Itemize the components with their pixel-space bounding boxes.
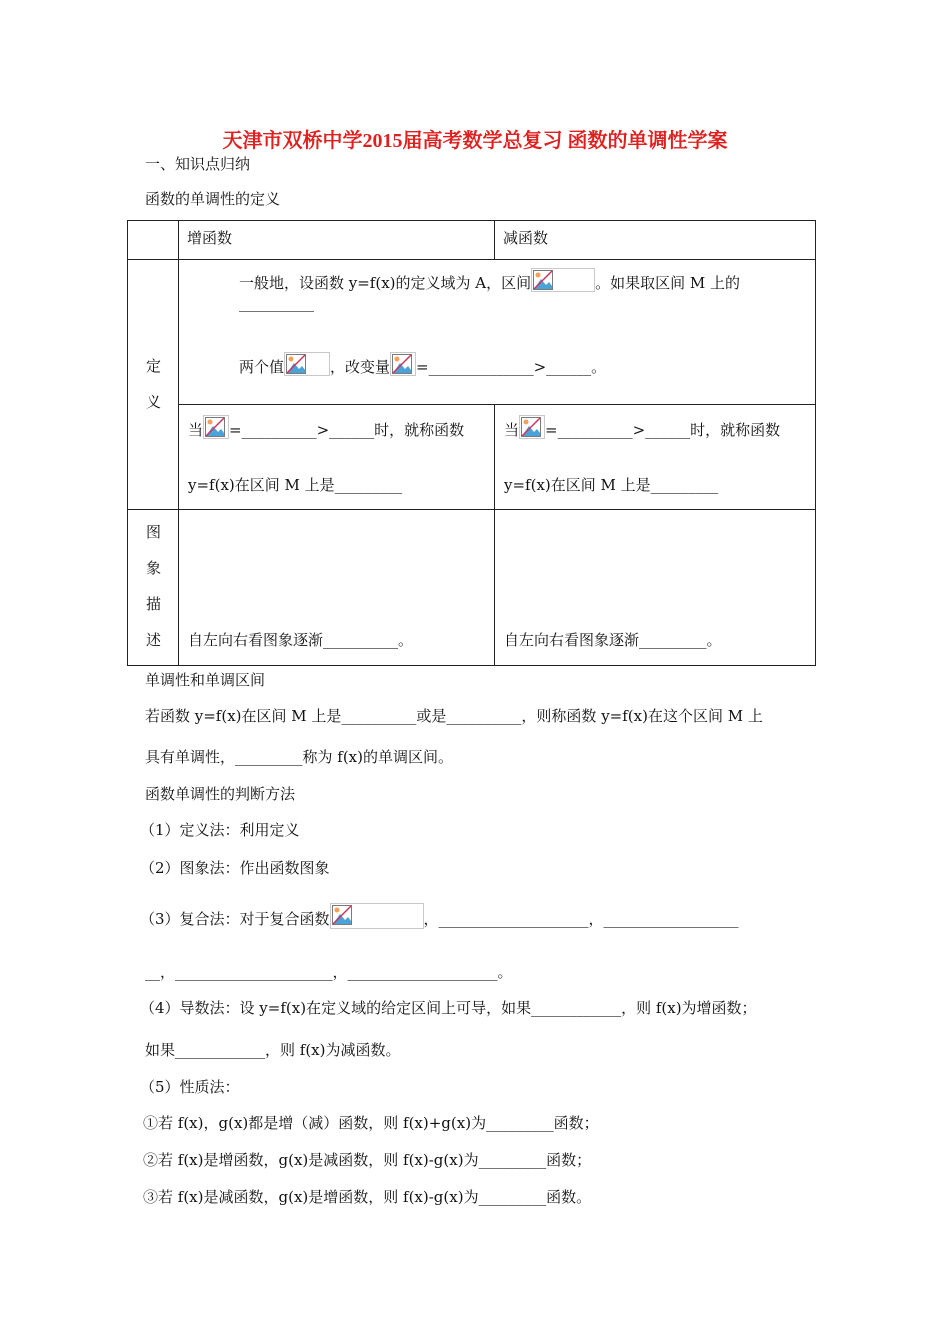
property-2: ②若 f(x)是增函数，g(x)是减函数，则 f(x)-g(x)为_________函数； <box>143 1151 592 1169</box>
method-derivative-line2: 如果____________，则 f(x)为减函数。 <box>145 1041 401 1059</box>
image-placeholder-icon <box>531 268 595 292</box>
image-placeholder-icon <box>330 903 424 929</box>
method-composite: （3）复合法：对于复合函数 ，____________________，__________________ <box>140 903 739 929</box>
row-label-graph: 图 象 描 述 <box>128 510 179 666</box>
table-corner-cell <box>128 221 179 260</box>
method-graph: （2）图象法：作出函数图象 <box>140 859 330 877</box>
image-placeholder-icon <box>390 352 416 376</box>
section-heading: 一、知识点归纳 <box>145 155 251 173</box>
page-title: 天津市双桥中学2015届高考数学总复习 函数的单调性学案 <box>222 130 728 152</box>
graph-decreasing-cell: 自左向右看图象逐渐_________。 <box>495 510 816 666</box>
image-placeholder-icon <box>203 415 229 439</box>
image-placeholder-icon <box>519 415 545 439</box>
property-1: ①若 f(x)，g(x)都是增（减）函数，则 f(x)+g(x)为_________函数； <box>143 1114 599 1132</box>
increasing-condition-cell: 当 =__________>______时，就称函数 y=f(x)在区间 M 上是_________ <box>179 405 495 510</box>
header-increasing: 增函数 <box>179 221 495 260</box>
method-derivative-line1: （4）导数法：设 y=f(x)在定义域的给定区间上可导，如果____________，则 f(x)为增函数； <box>140 999 757 1017</box>
monotonic-heading: 单调性和单调区间 <box>145 671 266 689</box>
decreasing-condition-cell: 当 =__________>______时，就称函数 y=f(x)在区间 M 上是_________ <box>495 405 816 510</box>
definition-table <box>127 220 816 666</box>
monotonic-text-line1: 若函数 y=f(x)在区间 M 上是__________或是__________，则称函数 y=f(x)在这个区间 M 上 <box>145 707 763 725</box>
header-decreasing: 减函数 <box>495 221 816 260</box>
method-property: （5）性质法： <box>140 1078 240 1096</box>
row-label-definition: 定 义 <box>128 260 179 510</box>
method-composite-cont: __，_____________________，____________________。 <box>145 963 513 981</box>
definition-heading: 函数的单调性的定义 <box>145 190 281 208</box>
image-placeholder-icon <box>284 352 330 376</box>
monotonic-text-line2: 具有单调性，_________称为 f(x)的单调区间。 <box>145 748 453 766</box>
definition-cell: 一般地，设函数 y=f(x)的定义域为 A，区间 。如果取区间 M 上的__________ 两个值 ，改变量 =______________>______。 <box>179 260 816 405</box>
graph-increasing-cell: 自左向右看图象逐渐__________。 <box>179 510 495 666</box>
judge-heading: 函数单调性的判断方法 <box>145 785 296 803</box>
property-3: ③若 f(x)是减函数，g(x)是增函数，则 f(x)-g(x)为_________函数。 <box>143 1188 592 1206</box>
method-definition: （1）定义法：利用定义 <box>140 821 300 839</box>
